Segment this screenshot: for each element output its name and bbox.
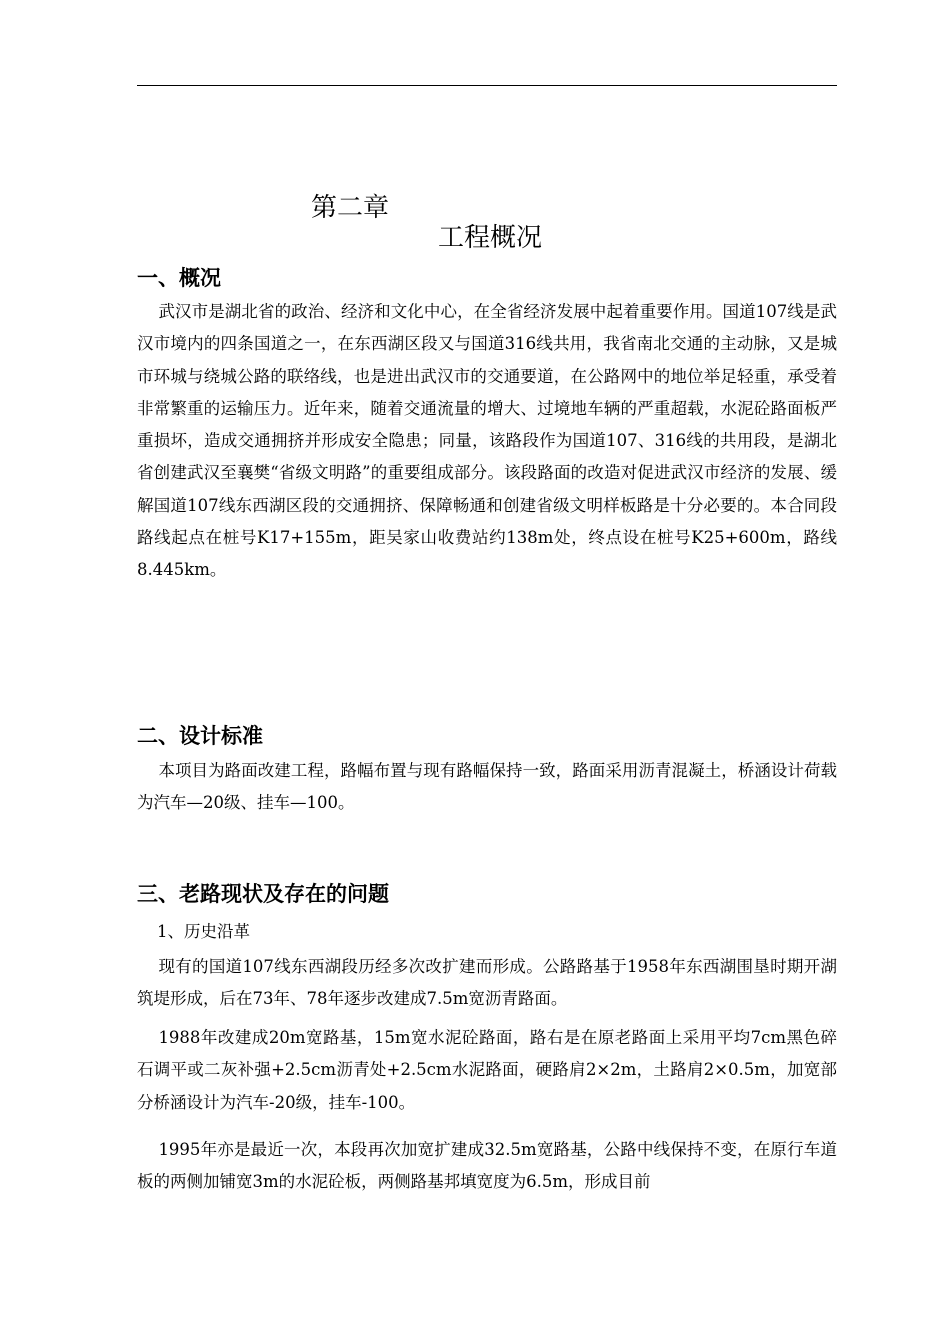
design-standard-paragraph: 本项目为路面改建工程，路幅布置与现有路幅保持一致，路面采用沥青混凝土，桥涵设计荷载为汽车—20级、挂车—100。	[137, 761, 837, 813]
header-rule	[137, 85, 837, 86]
overview-paragraph: 武汉市是湖北省的政治、经济和文化中心，在全省经济发展中起着重要作用。国道107线是武汉市境内的四条国道之一，在东西湖区段又与国道316线共用，我省南北交通的主动脉，又是城市环城与绕城公路的联络线，也是进出武汉市的交通要道，在公路网中的地位举足轻重，承受着非常繁重的运输压力。近年来，随着交通流量的增大、过境地车辆的严重超载，水泥砼路面板严重损坏，造成交通拥挤并形成安全隐患；同量，该路段作为国道107、316线的共用段，是湖北省创建武汉至襄樊“省级文明路”的重要组成部分。该段路面的改造对促进武汉市经济的发展、缓解国道107线东西湖区段的交通拥挤、保障畅通和创建省级文明样板路是十分必要的。本合同段路线起点在桩号K17+155m，距吴家山收费站约138m处，终点设在桩号K25+600m，路线8.445km。	[137, 302, 837, 580]
history-paragraph-2: 1988年改建成20m宽路基，15m宽水泥砼路面，路右是在原老路面上采用平均7cm黑色碎石调平或二灰补强+2.5cm沥青处+2.5cm水泥路面，硬路肩2×2m，土路肩2×0.5m，加宽部分桥涵设计为汽车-20级，挂车-100。	[137, 1028, 837, 1112]
section-heading-old-road: 三、老路现状及存在的问题	[137, 882, 389, 906]
chapter-name: 工程概况	[438, 223, 543, 253]
chapter-title	[0, 157, 950, 253]
history-paragraph-3: 1995年亦是最近一次，本段再次加宽扩建成32.5m宽路基，公路中线保持不变，在原行车道板的两侧加铺宽3m的水泥砼板，两侧路基邦填宽度为6.5m，形成目前	[137, 1140, 837, 1192]
section-heading-overview: 一、概况	[137, 266, 221, 290]
chapter-number: 第二章	[311, 193, 390, 223]
subheading-history: 1、历史沿革	[157, 922, 250, 941]
history-paragraph-1: 现有的国道107线东西湖段历经多次改扩建而形成。公路路基于1958年东西湖围垦时期开湖筑堤形成，后在73年、78年逐步改建成7.5m宽沥青路面。	[137, 957, 837, 1009]
section-heading-design-standard: 二、设计标准	[137, 724, 263, 748]
